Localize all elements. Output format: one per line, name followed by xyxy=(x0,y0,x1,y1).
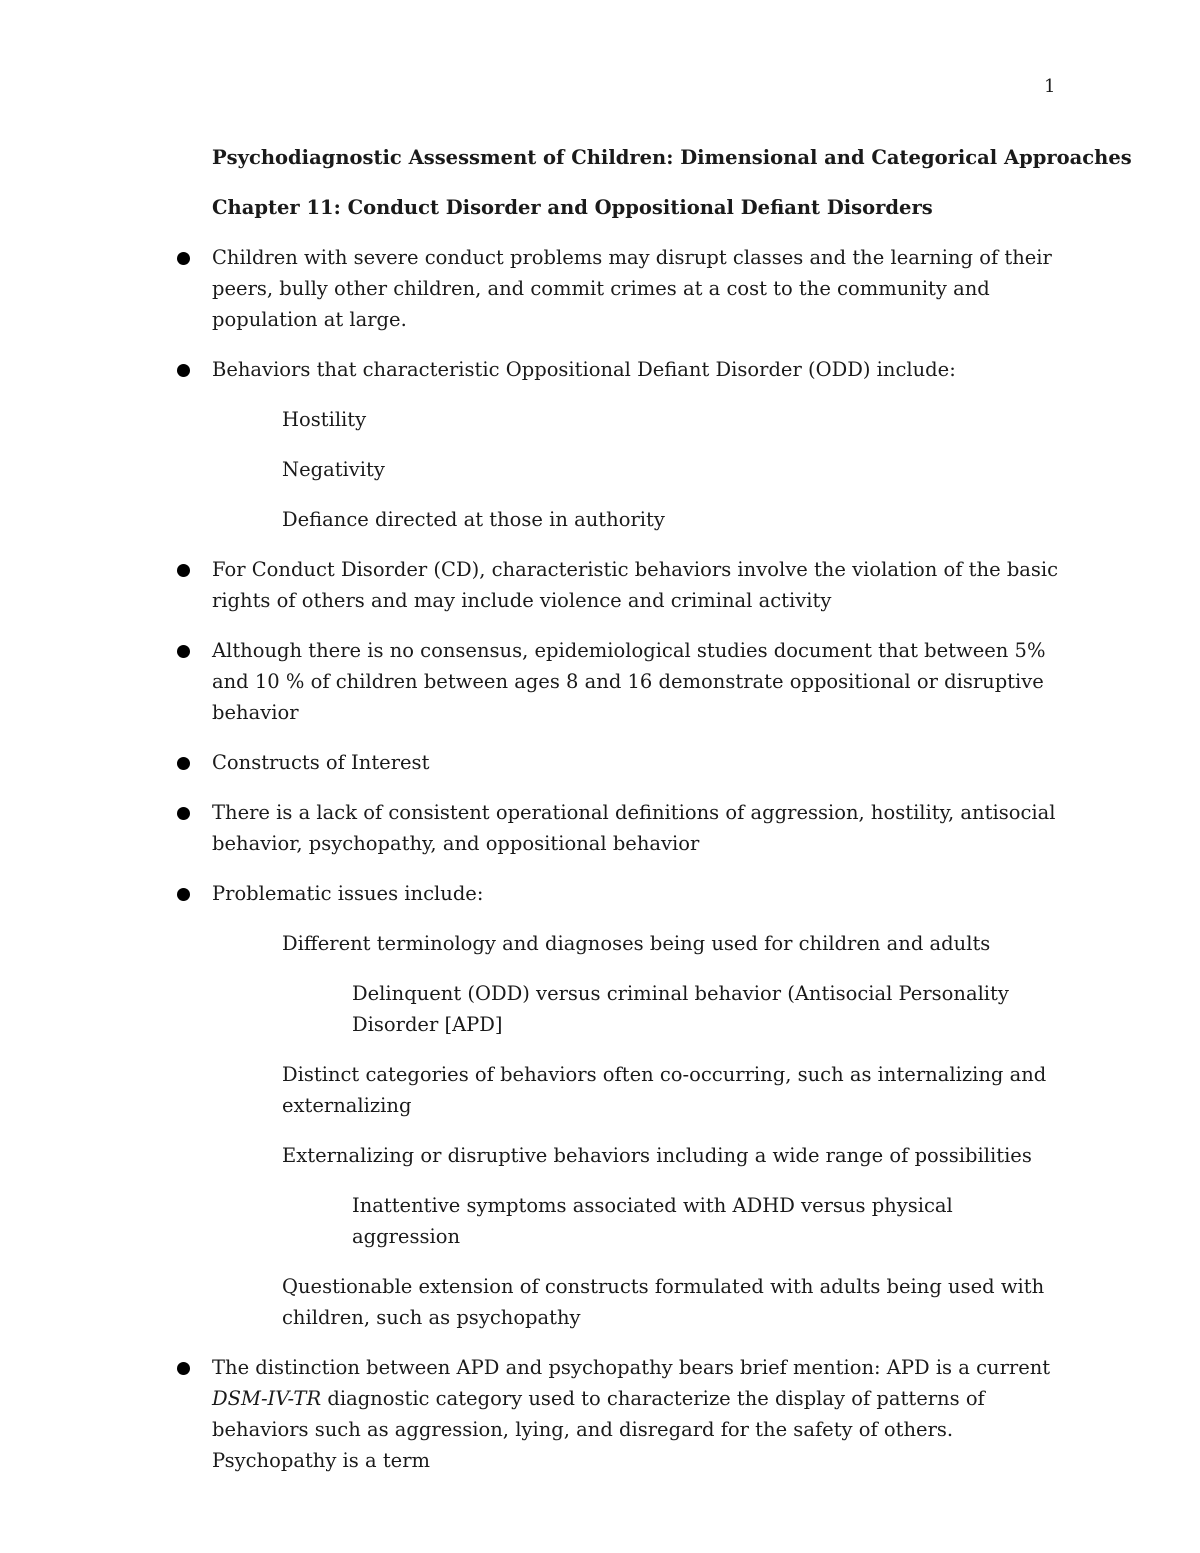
bullet-item xyxy=(212,635,1062,728)
page-number: 1 xyxy=(1044,76,1056,97)
bullet-dot-icon xyxy=(177,252,190,265)
bullet-dot-icon xyxy=(177,364,190,377)
bullet-text: Constructs of Interest xyxy=(212,751,430,774)
bullet-text: Children with severe conduct problems may disrupt classes and the learning of their peers, bully other children, and commit crimes at a cost to the community and population at large. xyxy=(212,246,1052,331)
sub-item: Hostility xyxy=(282,408,367,431)
bullet-text: Behaviors that characteristic Oppositional Defiant Disorder (ODD) include: xyxy=(212,358,956,381)
sub-sub-item: Inattentive symptoms associated with ADHD versus physical aggression xyxy=(352,1194,953,1248)
bullet-item xyxy=(212,797,1062,859)
bullet-item xyxy=(212,554,1062,616)
bullet-text: For Conduct Disorder (CD), characteristic behaviors involve the violation of the basic rights of others and may include violence and criminal activity xyxy=(212,558,1059,612)
bullet-dot-icon xyxy=(177,757,190,770)
sub-sub-item: Delinquent (ODD) versus criminal behavior (Antisocial Personality Disorder [APD] xyxy=(352,982,1009,1036)
bullet-dot-icon xyxy=(177,888,190,901)
bullet-dot-icon xyxy=(177,564,190,577)
bullet-item xyxy=(212,242,1062,335)
sub-item: Defiance directed at those in authority xyxy=(282,508,665,531)
bullet-item xyxy=(212,354,1062,385)
document-title: Psychodiagnostic Assessment of Children: Dimensional and Categorical Approaches xyxy=(212,146,1132,169)
bullet-text-end: diagnostic category used to characterize the display of patterns of behaviors such as aggression, lying, and disregard for the safety of others. Psychopathy is a term xyxy=(212,1387,985,1472)
bullet-text-italic: DSM-IV-TR xyxy=(212,1387,322,1410)
sub-item: Distinct categories of behaviors often co-occurring, such as internalizing and externalizing xyxy=(282,1063,1047,1117)
chapter-heading: Chapter 11: Conduct Disorder and Oppositional Defiant Disorders xyxy=(212,196,933,219)
bullet-text: Problematic issues include: xyxy=(212,882,484,905)
sub-item: Different terminology and diagnoses being used for children and adults xyxy=(282,932,991,955)
document-body xyxy=(212,142,1132,1495)
sub-item: Questionable extension of constructs formulated with adults being used with children, such as psychopathy xyxy=(282,1275,1045,1329)
sub-item: Negativity xyxy=(282,458,385,481)
bullet-item xyxy=(212,1352,1062,1476)
bullet-text: There is a lack of consistent operational definitions of aggression, hostility, antisocial behavior, psychopathy, and oppositional behavior xyxy=(212,801,1056,855)
bullet-dot-icon xyxy=(177,645,190,658)
bullet-dot-icon xyxy=(177,807,190,820)
bullet-text: Although there is no consensus, epidemiological studies document that between 5% and 10 % of children between ages 8 and 16 demonstrate oppositional or disruptive behavior xyxy=(212,639,1046,724)
bullet-item xyxy=(212,747,1062,778)
bullet-item xyxy=(212,878,1062,909)
bullet-dot-icon xyxy=(177,1362,190,1375)
bullet-text-start: The distinction between APD and psychopathy bears brief mention: APD is a current xyxy=(212,1356,1051,1379)
sub-item: Externalizing or disruptive behaviors including a wide range of possibilities xyxy=(282,1144,1032,1167)
